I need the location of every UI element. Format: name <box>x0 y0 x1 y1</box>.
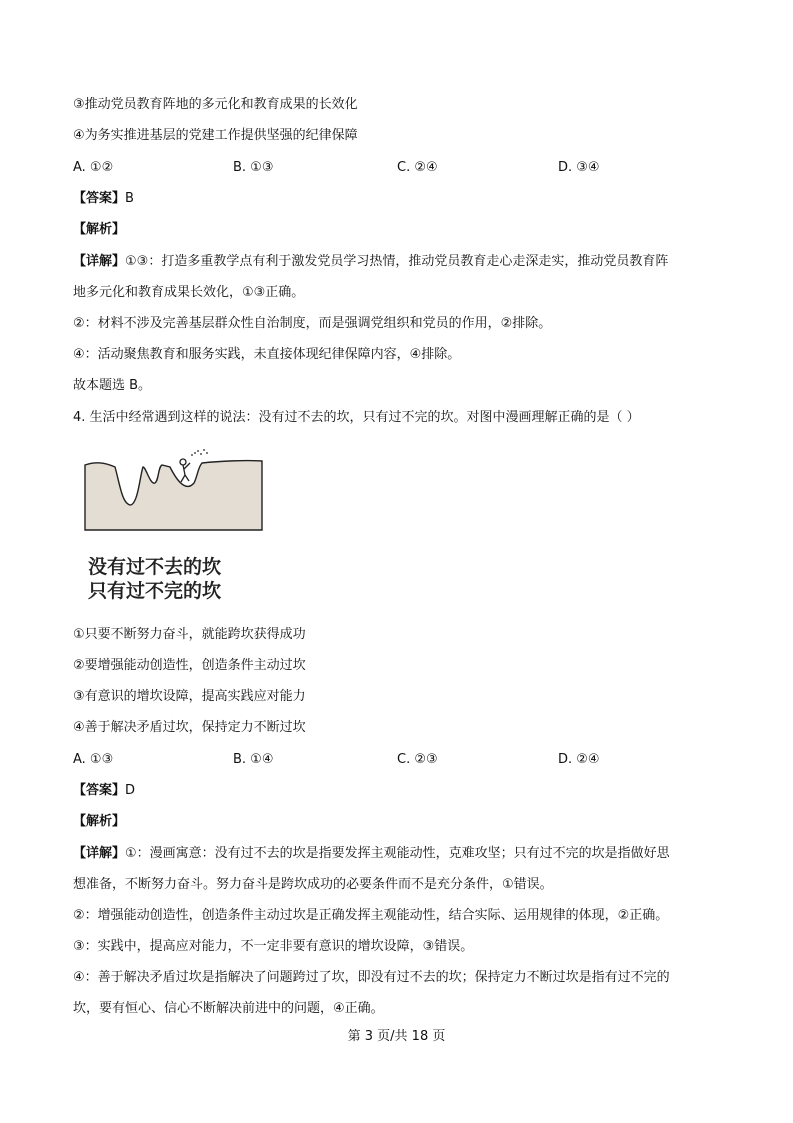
q3-options <box>73 159 723 177</box>
q4-item-1: ①只要不断努力奋斗，就能跨坎获得成功 <box>73 627 306 642</box>
climber-figure <box>180 459 190 482</box>
q4-item-4: ④善于解决矛盾过坎，保持定力不断过坎 <box>73 720 306 735</box>
q3-option-b: B. ①③ <box>233 160 274 175</box>
q4-stem: 4. 生活中经常遇到这样的说法：没有过不去的坎，只有过不完的坎。对图中漫画理解正确的是（ ） <box>73 410 640 425</box>
q4-detail-line-5: ④：善于解决矛盾过坎是指解决了问题跨过了坎，即没有过不去的坎；保持定力不断过坎是指有过不完的 <box>73 970 670 985</box>
cartoon-caption-2: 只有过不完的坎 <box>88 580 222 602</box>
q3-conclusion: 故本题选 B。 <box>73 378 152 393</box>
q3-option-c: C. ②④ <box>397 160 438 175</box>
detail-tag: 【详解】 <box>73 254 126 269</box>
q4-detail-line-1 <box>73 845 670 863</box>
answer-value: B <box>125 191 134 206</box>
q3-detail-line-4: ④：活动聚焦教育和服务实践，未直接体现纪律保障内容，④排除。 <box>73 347 461 362</box>
q4-detail-line-4: ③：实践中，提高应对能力，不一定非要有意识的增坎设障，③错误。 <box>73 939 474 954</box>
q4-answer <box>73 782 135 800</box>
q4-item-3: ③有意识的增坎设障，提高实践应对能力 <box>73 689 306 704</box>
q4-options <box>73 751 723 769</box>
q4-detail-line-3: ②：增强能动创造性，创造条件主动过坎是正确发挥主观能动性，结合实际、运用规律的体现，②正确。 <box>73 908 669 923</box>
detail-text: ①：漫画寓意：没有过不去的坎是指要发挥主观能动性，克难攻坚；只有过不完的坎是指做好思 <box>125 846 670 861</box>
q3-item-4: ④为务实推进基层的党建工作提供坚强的纪律保障 <box>73 128 358 143</box>
q3-analysis-tag: 【解析】 <box>73 222 126 237</box>
q4-option-a: A. ①③ <box>73 752 114 767</box>
cartoon-image <box>80 445 270 610</box>
q3-detail-line-1 <box>73 253 668 271</box>
q3-item-3: ③推动党员教育阵地的多元化和教育成果的长效化 <box>73 97 358 112</box>
q4-option-b: B. ①④ <box>233 752 274 767</box>
page-footer: 第 3 页/共 18 页 <box>347 1029 446 1044</box>
cartoon-caption-1: 没有过不去的坎 <box>88 556 222 578</box>
sweat-drops <box>191 449 208 456</box>
q3-answer <box>73 190 134 208</box>
q4-option-c: C. ②③ <box>397 752 438 767</box>
detail-text: ①③：打造多重教学点有利于激发党员学习热情，推动党员教育走心走深走实，推动党员教育阵 <box>125 254 669 269</box>
detail-tag: 【详解】 <box>73 846 126 861</box>
answer-tag: 【答案】 <box>73 191 126 206</box>
answer-tag: 【答案】 <box>73 783 126 798</box>
q4-detail-line-6: 坎，要有恒心、信心不断解决前进中的问题，④正确。 <box>73 1001 384 1016</box>
q4-detail-line-2: 想准备，不断努力奋斗。努力奋斗是跨坎成功的必要条件而不是充分条件，①错误。 <box>73 877 553 892</box>
answer-value: D <box>125 783 136 798</box>
q3-detail-line-2: 地多元化和教育成果长效化，①③正确。 <box>73 285 305 300</box>
cartoon-ground <box>85 461 262 530</box>
q4-option-d: D. ②④ <box>558 752 600 767</box>
q3-detail-line-3: ②：材料不涉及完善基层群众性自治制度，而是强调党组织和党员的作用，②排除。 <box>73 316 552 331</box>
q3-option-a: A. ①② <box>73 160 114 175</box>
q4-analysis-tag: 【解析】 <box>73 814 126 829</box>
q3-option-d: D. ③④ <box>558 160 600 175</box>
q4-item-2: ②要增强能动创造性，创造条件主动过坎 <box>73 658 306 673</box>
